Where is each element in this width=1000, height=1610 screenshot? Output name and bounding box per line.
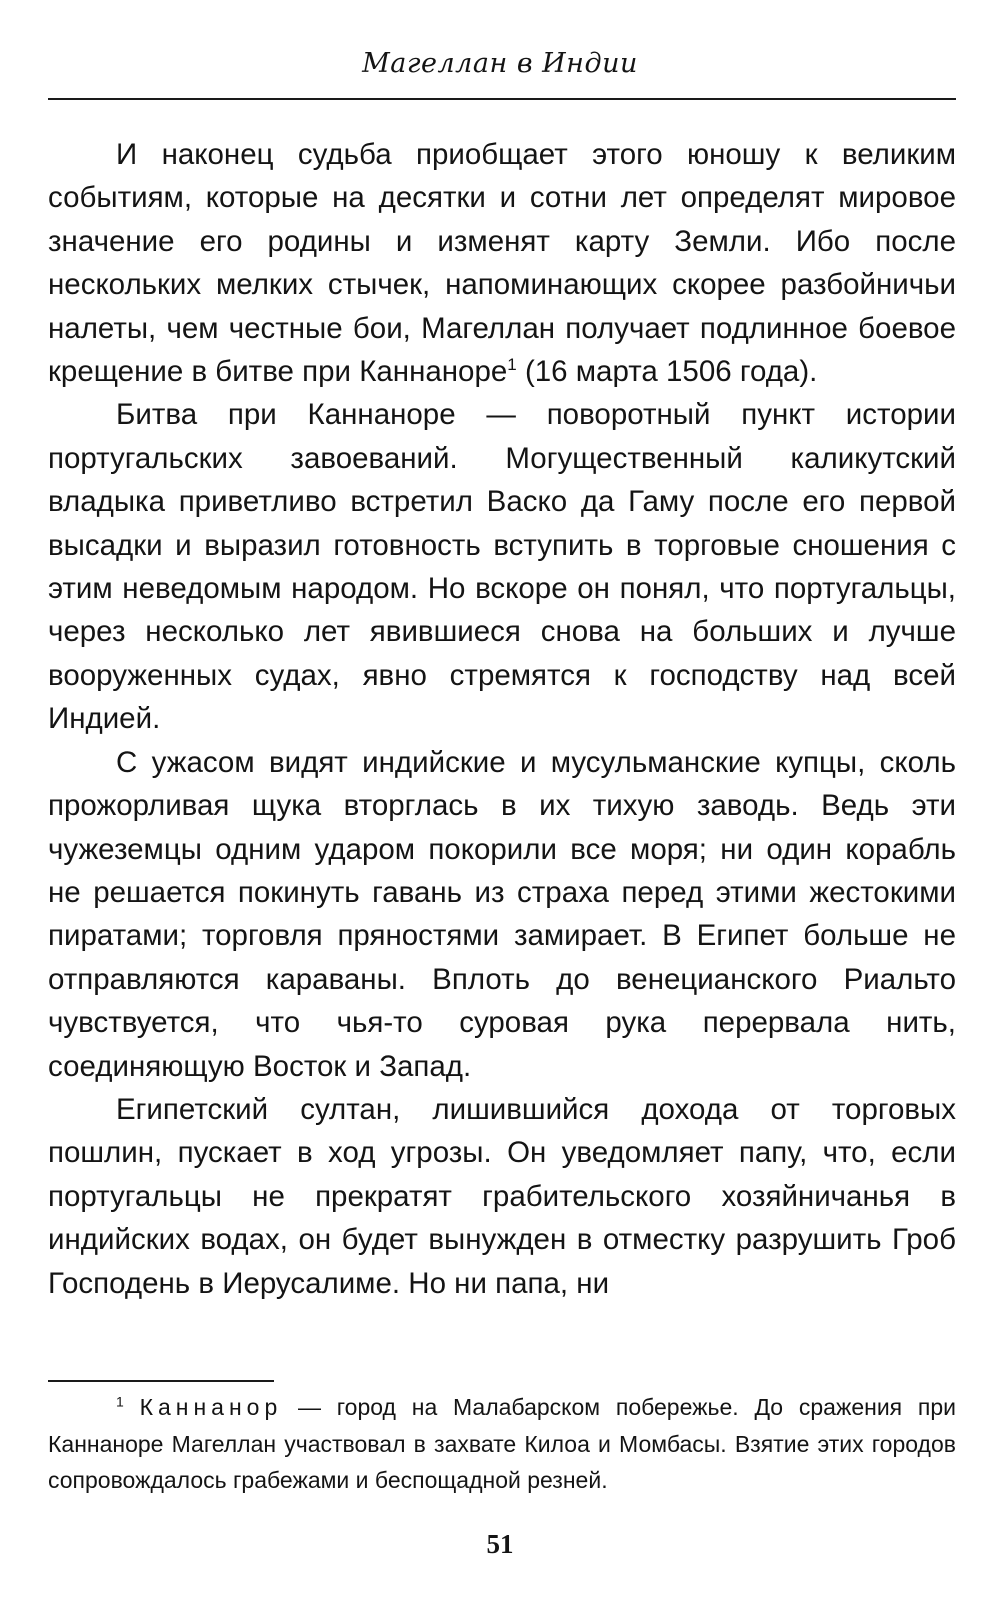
footnote	[48, 1389, 956, 1499]
running-head: Магеллан в Индии	[362, 48, 638, 79]
body-text	[48, 133, 956, 1305]
page-number: 51	[486, 1529, 514, 1559]
footnote-reference: 1	[507, 355, 517, 375]
footnote-marker: 1	[116, 1393, 124, 1410]
paragraph-1-text: И наконец судьба приобщает этого юношу к великим событиям, которые на десятки и сотни лет определят мировое значение его родины и изменят карту Земли. Ибо после нескольких мелких стычек, напоминающих скорее разбойничьи налеты, чем честные бои, Магеллан получает подлинное боевое крещение в битве при Каннаноре	[48, 138, 956, 389]
header-rule	[48, 98, 956, 100]
footnote-paragraph	[48, 1389, 956, 1499]
paragraph-4: Египетский султан, лишившийся дохода от торговых пошлин, пускает в ход угрозы. Он уведомляет папу, что, если португальцы не прекратят грабительского хозяйничанья в индийских водах, он будет вынужден в отместку разрушить Гроб Господень в Иерусалиме. Но ни папа, ни	[48, 1092, 956, 1300]
footnote-text: — город на Малабарском побережье. До сражения при Каннаноре Магеллан участвовал в захвате Килоа и Момбасы. Взятие этих городов сопровождалось грабежами и беспощадной резней.	[48, 1394, 956, 1493]
paragraph-3: С ужасом видят индийские и мусульманские купцы, сколь прожорливая щука вторглась в их тихую заводь. Ведь эти чужеземцы одним ударом покорили все моря; ни один корабль не решается покинуть гавань из страха перед этими жестокими пиратами; торговля пряностями замирает. В Египет больше не отправляются караваны. Вплоть до венецианского Риальто чувствуется, что чья-то суровая рука перервала нить, соединяющую Восток и Запад.	[48, 745, 956, 1083]
paragraph-1	[48, 133, 956, 393]
paragraph-2: Битва при Каннаноре — поворотный пункт истории португальских завоеваний. Могущественный каликутский владыка приветливо встретил Васко да Гаму после его первой высадки и выразил готовность вступить в торговые сношения с этим неведомым народом. Но вскоре он понял, что португальцы, через несколько лет явившиеся снова на больших и лучше вооруженных судах, явно стремятся к господству над всей Индией.	[48, 398, 956, 736]
footnote-rule	[48, 1380, 274, 1382]
footnote-term: Каннанор	[139, 1394, 283, 1420]
paragraph-1-tail: (16 марта 1506 года).	[516, 355, 818, 389]
